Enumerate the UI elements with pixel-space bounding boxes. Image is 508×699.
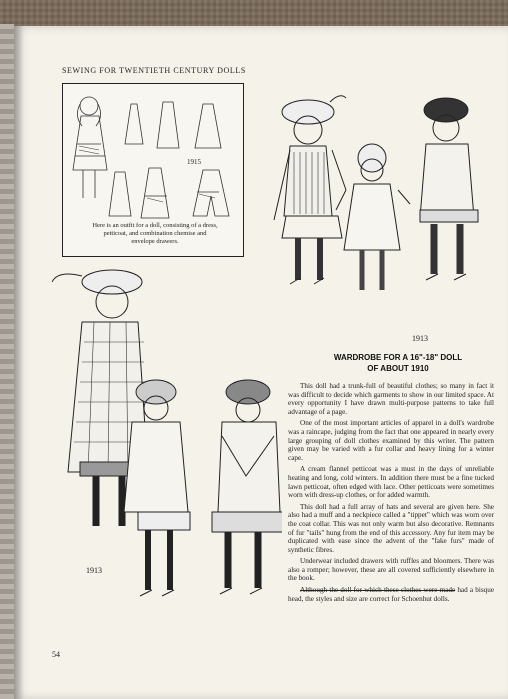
top-right-year: 1913 [412, 334, 428, 343]
page-gutter-shadow [14, 26, 24, 699]
struck-text: Although the doll for which these clothes were made [300, 586, 456, 595]
article-title-line-2: OF ABOUT 1910 [367, 364, 429, 373]
plate-year: 1915 [187, 158, 201, 166]
paragraph-3: A cream flannel petticoat was a must in the days of unreliable heating and long, cold winters. In addition there must be a fine tucked lawn petticoat, often edged with lace. Other petticoats were sometimes worn with dress-up clothes, or for added warmth. [288, 465, 494, 500]
paragraph-5: Underwear included drawers with ruffles and bloomers. There was also a romper; however, these are all covered sufficiently elsewhere in the book. [288, 557, 494, 583]
coats-illustration [52, 262, 282, 632]
book-cover-edge [0, 24, 14, 699]
page-number: 54 [52, 650, 60, 659]
paragraph-6 [288, 586, 494, 603]
running-head: SEWING FOR TWENTIETH CENTURY DOLLS [62, 66, 246, 75]
article-title [318, 352, 478, 374]
article-body [288, 382, 494, 606]
bottom-left-year: 1913 [86, 566, 102, 575]
garment-plate [62, 83, 244, 257]
three-girls-illustration [250, 90, 490, 330]
plate-caption: Here is an outfit for a doll, consisting of a dress, petticoat, and combination chemise and envelope drawers. [92, 222, 218, 245]
paragraph-4: This doll had a full array of hats and several are given here. She also had a muff and a neckpiece called a "tippet" which was worn over the coat collar. This was not only warm but also decorative. Remnants of fur "tails" hung from the end of this accessory. Any fur item may be duplicated with ease since the advent of the "fake furs" made of synthetic fibres. [288, 502, 494, 554]
paragraph-6-rest: had a bisque head, the styles and size are correct for Schoenhut dolls. [288, 586, 495, 603]
paragraph-2: One of the most important articles of apparel in a doll's wardrobe was a raincape, judging from the fact that one appeared in nearly every large grouping of doll clothes examined by this writer. The pattern given may be varied with a fur collar and heavy lining for a winter cape. [288, 419, 494, 462]
paragraph-1: This doll had a trunk-full of beautiful clothes; so many in fact it was difficult to decide which garments to show in our limited space. At every opportunity I have drawn multi-purpose patterns to take full advantage of a page. [288, 382, 494, 416]
article-title-line-1: WARDROBE FOR A 16"-18" DOLL [333, 353, 463, 362]
